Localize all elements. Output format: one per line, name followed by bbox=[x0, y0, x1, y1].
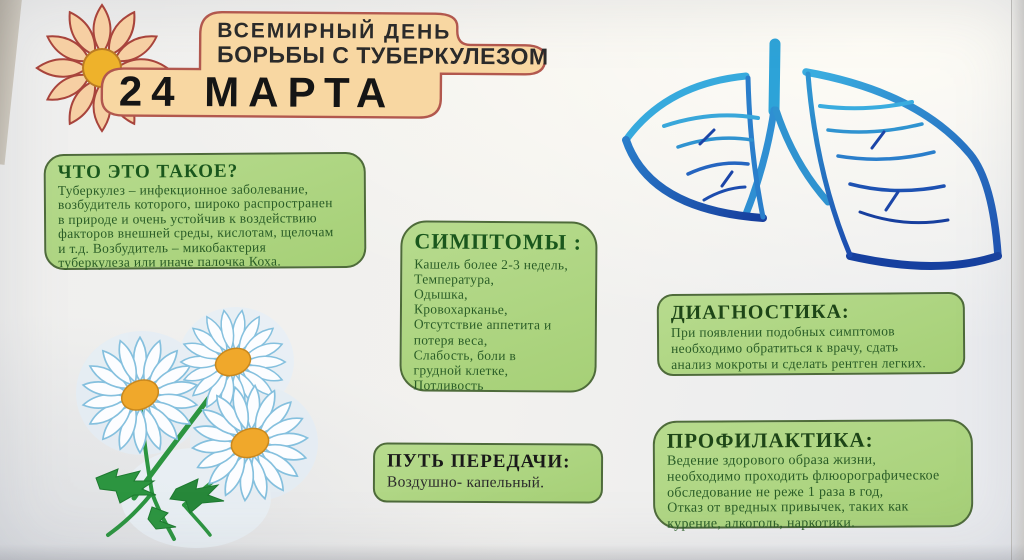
what-heading: ЧТО ЭТО ТАКОЕ? bbox=[57, 160, 239, 184]
info-box-prevention bbox=[653, 419, 974, 533]
info-box-diagnostics bbox=[657, 292, 966, 376]
paper-edge-right bbox=[1011, 0, 1024, 560]
info-box-symptoms bbox=[399, 220, 597, 392]
text-line: Одышка, bbox=[414, 286, 468, 303]
text-line: При появлении подобных симптомов bbox=[670, 323, 896, 340]
title-banner bbox=[95, 6, 578, 133]
text-line: Воздушно- капельный. bbox=[386, 473, 545, 492]
text-line: факторов внешней среды, кислотам, щелочам bbox=[58, 224, 334, 242]
diagnostics-body bbox=[671, 323, 951, 372]
diagnostics-heading: ДИАГНОСТИКА: bbox=[670, 300, 850, 324]
text-line: Туберкулез – инфекционное заболевание, bbox=[57, 181, 309, 199]
text-line: Кашель более 2-3 недель, bbox=[414, 256, 569, 273]
transmission-heading: ПУТЬ ПЕРЕДАЧИ: bbox=[387, 450, 571, 473]
text-line: анализ мокроты и сделать рентген легких. bbox=[671, 354, 927, 372]
title-line-2: БОРЬБЫ С ТУБЕРКУЛЕЗОМ bbox=[217, 41, 549, 70]
prevention-body bbox=[667, 452, 959, 533]
text-line: курение, алкоголь, наркотики. bbox=[667, 516, 856, 533]
lungs-drawing-icon bbox=[598, 14, 1010, 282]
text-line: в природе и очень устойчив к воздействию bbox=[58, 210, 317, 227]
text-line: Отказ от вредных привычек, таких как bbox=[667, 499, 909, 517]
what-body bbox=[58, 182, 353, 271]
transmission-body bbox=[387, 472, 589, 492]
text-line: необходимо проходить флюорографическое bbox=[666, 468, 940, 485]
text-line: обследование не реже 1 раза в год, bbox=[667, 484, 884, 501]
daisy-bouquet-icon bbox=[56, 293, 366, 559]
text-line: Отсутствие аппетита и bbox=[413, 316, 552, 333]
info-box-transmission bbox=[373, 442, 603, 503]
text-line: Слабость, боли в bbox=[413, 347, 517, 363]
text-line: Температура, bbox=[414, 271, 495, 288]
text-line: необходимо обратиться к врачу, сдать bbox=[671, 339, 899, 356]
info-box-what bbox=[44, 152, 367, 270]
text-line: туберкулеза или иначе палочка Коха. bbox=[58, 253, 282, 271]
text-line: возбудитель которого, широко распространен bbox=[57, 195, 333, 213]
text-line: грудной клетке, bbox=[413, 362, 509, 378]
symptoms-heading: СИМПТОМЫ : bbox=[414, 228, 583, 255]
right-lung bbox=[806, 72, 998, 266]
text-line: Потливость bbox=[413, 377, 484, 393]
prevention-heading: ПРОФИЛАКТИКА: bbox=[666, 427, 874, 453]
left-lung bbox=[626, 76, 763, 218]
text-line: потеря веса, bbox=[413, 331, 488, 348]
text-line: Кровохарканье, bbox=[413, 301, 508, 318]
symptoms-body bbox=[413, 256, 583, 393]
text-line: Ведение здорового образа жизни, bbox=[666, 452, 877, 469]
text-line: и т.д. Возбудитель – микобактерия bbox=[58, 239, 267, 256]
title-line-1: ВСЕМИРНЫЙ ДЕНЬ bbox=[217, 19, 452, 44]
title-date: 24 МАРТА bbox=[118, 67, 396, 117]
